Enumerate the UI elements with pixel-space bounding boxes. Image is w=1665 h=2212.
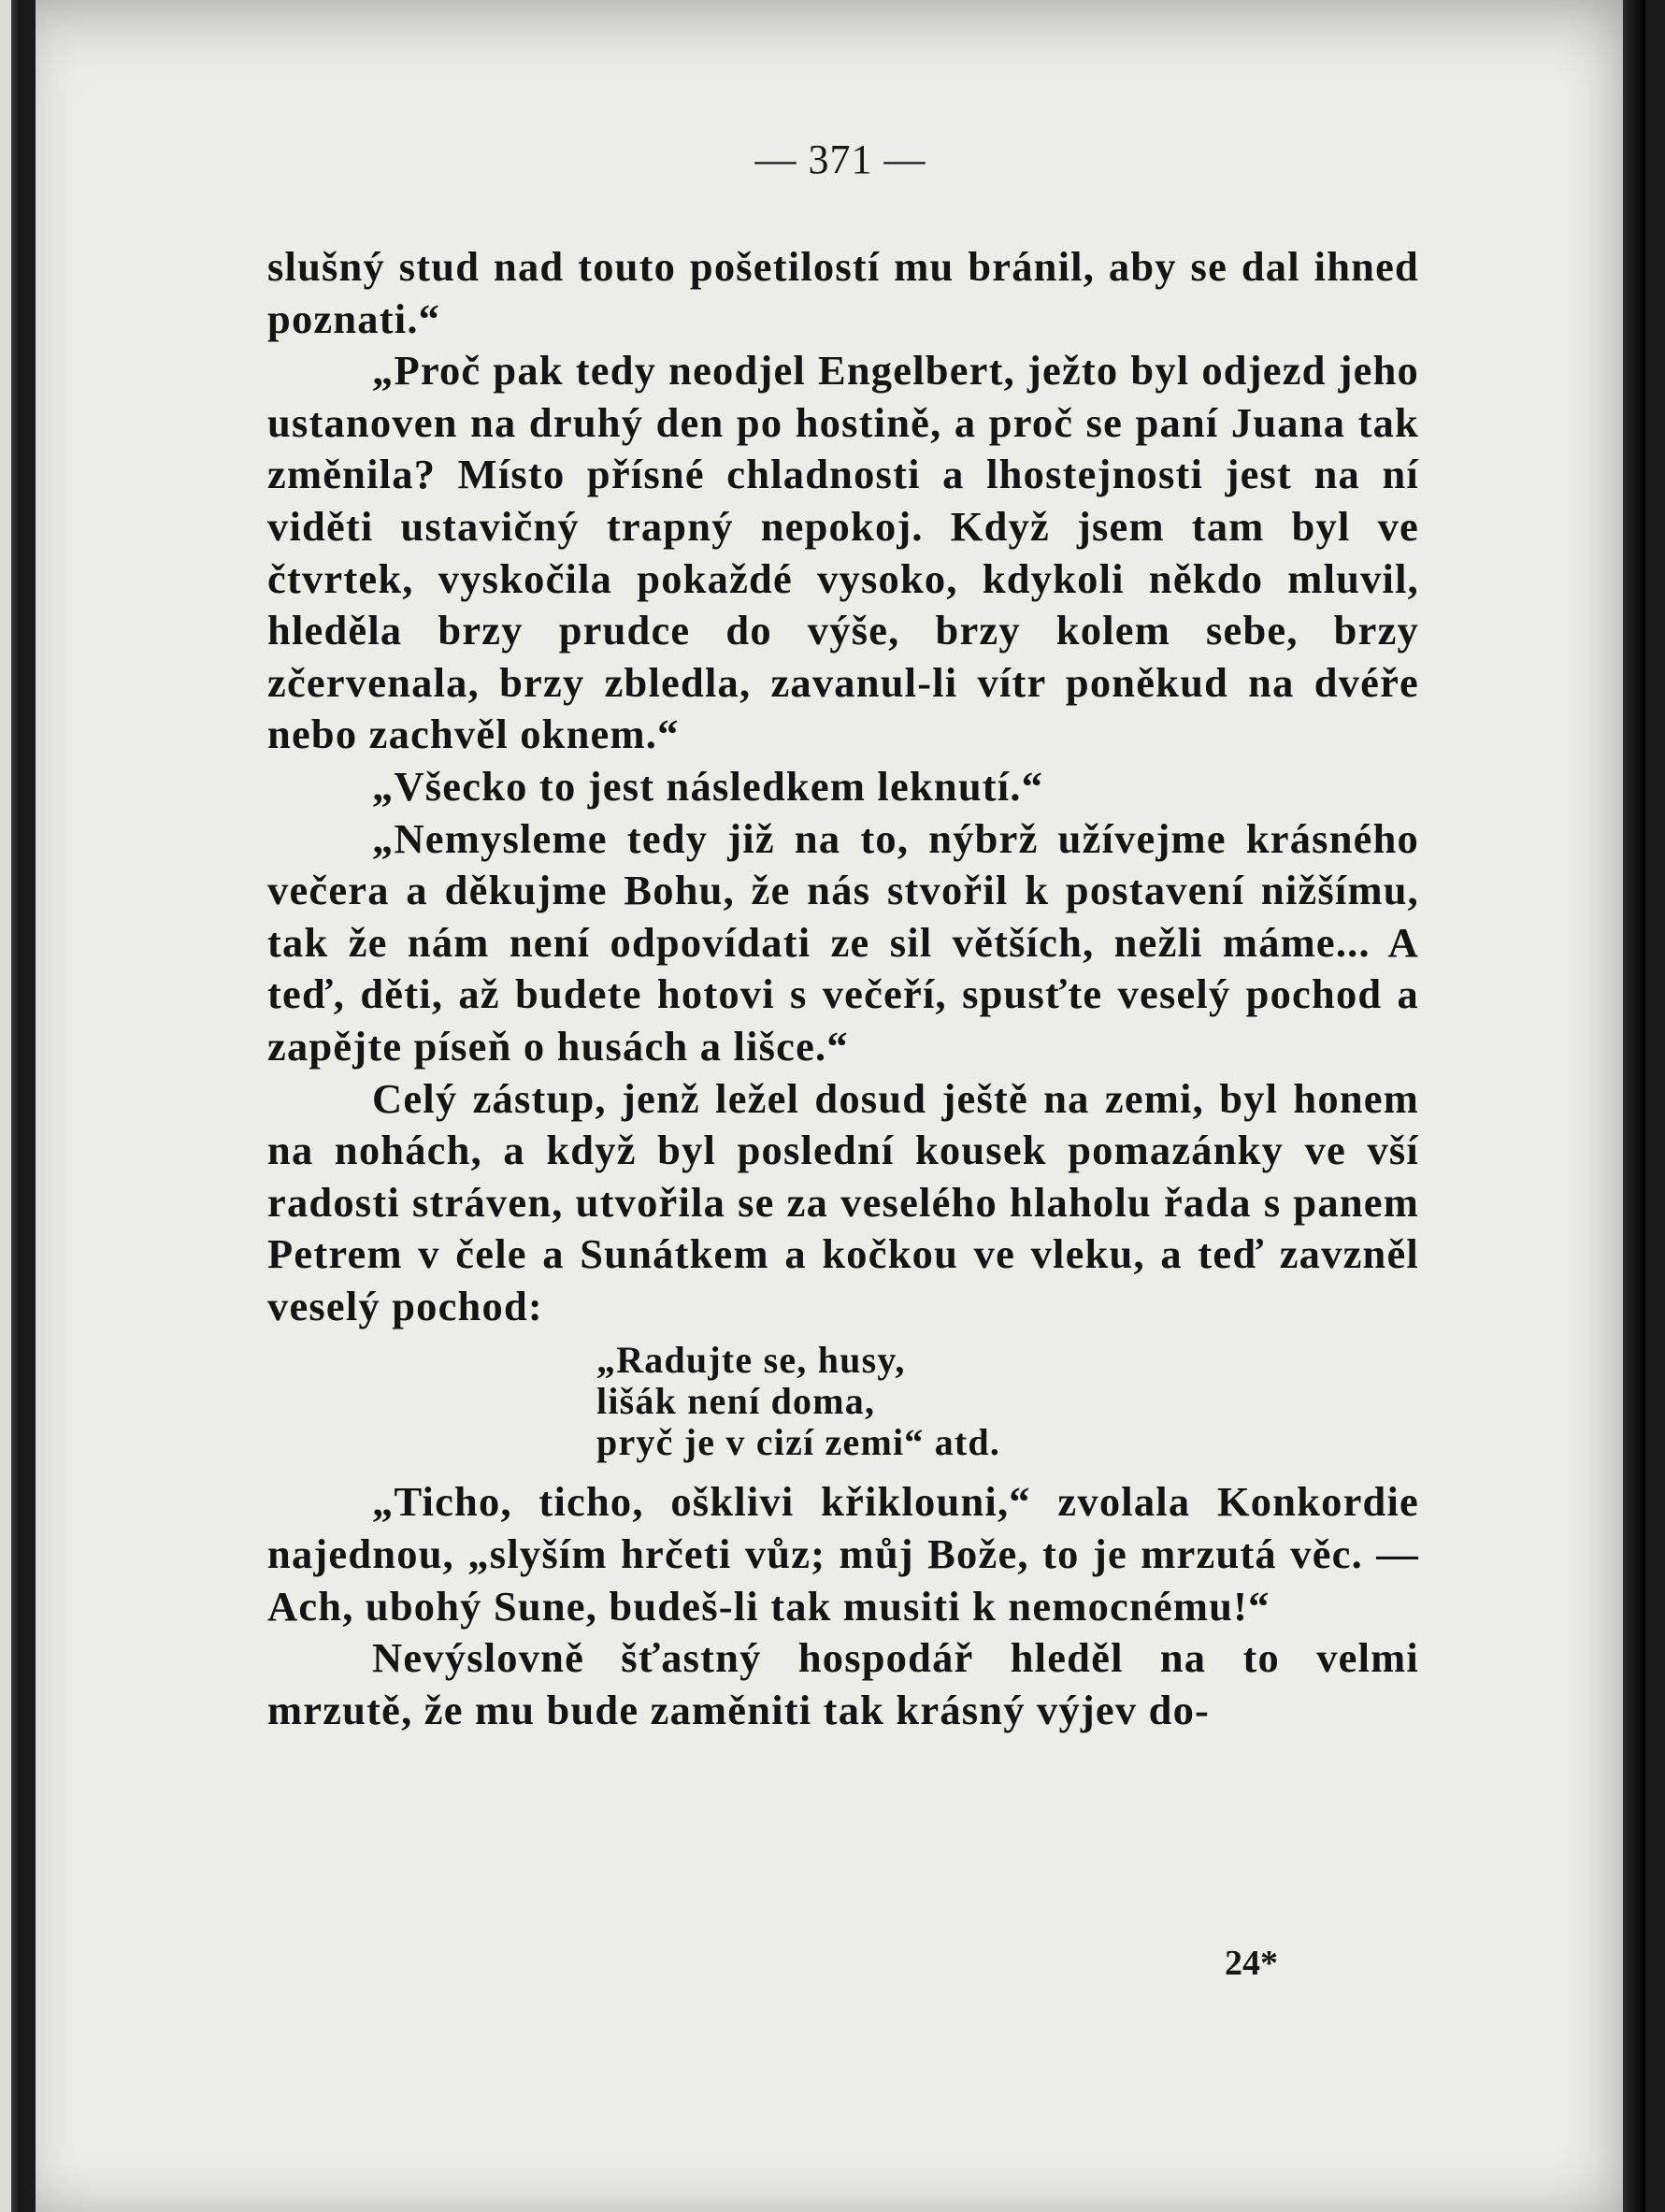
paragraph-1: slušný stud nad touto pošetilostí mu bránil, aby se dal ihned poznati.“: [267, 243, 1419, 342]
paragraph-5: Celý zástup, jenž ležel dosud ještě na zemi, byl honem na nohách, a když byl poslední kousek pomazánky ve vší radosti stráven, utvořila se za veselého hlaholu řada s panem Petrem v čele a Sunátkem a kočkou ve vleku, a teď zavzněl veselý pochod:: [267, 1074, 1419, 1329]
left-margin: [0, 0, 21, 2212]
song-verse: [596, 1340, 1419, 1463]
paragraph-4: „Nemysleme tedy již na to, nýbrž užívejme krásného večera a děkujme Bohu, že nás stvořil k postavení nižšímu, tak že nám není odpovídati ze sil větších, nežli máme... A teď, děti, až budete hotovi s večeří, spusťte veselý pochod a zapějte píseň o husách a lišce.“: [267, 814, 1419, 1070]
verse-line-2: lišák není doma,: [596, 1380, 876, 1423]
book-page: [36, 0, 1645, 2212]
page-edge-shadow: [1623, 0, 1645, 2212]
paragraph-6: „Ticho, ticho, ošklivi křiklouni,“ zvolala Konkordie najednou, „slyším hrčeti vůz; můj Bože, to je mrzutá věc. — Ach, ubohý Sune, budeš-li tak musiti k nemocnému!“: [267, 1478, 1419, 1630]
verse-line-1: „Radujte se, husy,: [596, 1339, 906, 1382]
page-number: — 371 —: [754, 136, 926, 182]
paragraph-3: „Všecko to jest následkem leknutí.“: [372, 762, 1044, 810]
verse-line-3: pryč je v cizí zemi“ atd.: [596, 1421, 1001, 1464]
paragraph-7: Nevýslovně šťastný hospodář hleděl na to velmi mrzutě, že mu bude zaměniti tak krásný výjev do-: [267, 1634, 1419, 1733]
signature-mark: 24*: [1225, 1944, 1278, 1983]
body-text: [267, 241, 1419, 1736]
paragraph-2: „Proč pak tedy neodjel Engelbert, ježto byl odjezd jeho ustanoven na druhý den po hostině, a proč se paní Juana tak změnila? Místo přísné chladnosti a lhostejnosti jest na ní viděti ustavičný trapný nepokoj. Když jsem tam byl ve čtvrtek, vyskočila pokaždé vysoko, kdykoli někdo mluvil, hleděla brzy prudce do výše, brzy kolem sebe, brzy zčervenala, brzy zbledla, zavanul-li vítr poněkud na dvéře nebo zachvěl oknem.“: [267, 347, 1419, 758]
